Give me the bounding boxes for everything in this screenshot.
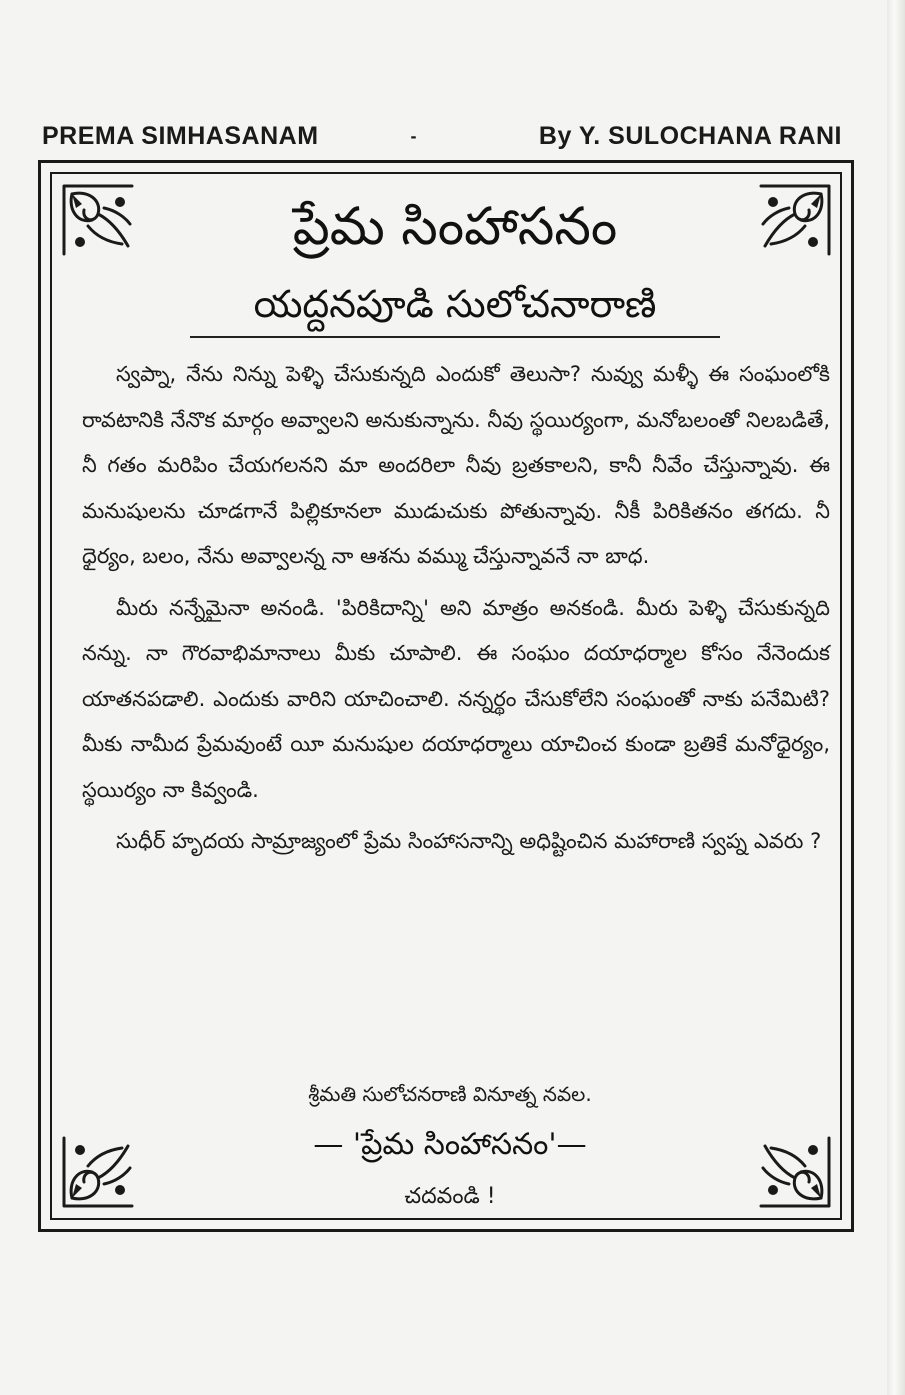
header-separator: - [410, 125, 417, 146]
blurb-paragraph: సుధీర్ హృదయ సామ్రాజ్యంలో ప్రేమ సింహాసనాన్ని అధిష్టించిన మహారాణి స్వప్న ఎవరు ? [116, 829, 822, 853]
page-header [42, 116, 842, 156]
fleur-ornament-icon [755, 180, 835, 260]
fleur-ornament-icon [755, 1132, 835, 1212]
fleur-ornament-icon [58, 180, 138, 260]
blurb-text [82, 352, 830, 871]
header-author: By Y. SULOCHANA RANI [538, 121, 842, 150]
author-underline [190, 336, 720, 338]
page-edge [887, 0, 905, 1395]
novel-author: యద్దనపూడి సులోచనారాణి [253, 282, 657, 326]
novel-title: ప్రేమ సింహాసనం [292, 197, 618, 257]
tagline: శ్రీమతి సులోచనరాణి వినూత్న నవల. [308, 1082, 592, 1106]
blurb-paragraph: స్వప్నా, నేను నిన్ను పెళ్ళి చేసుకున్నది ఎందుకో తెలుసా? నువ్వు మళ్ళీ ఈ సంఘంలోకి రావటానికి నేనొక మార్గం అవ్వాలని అనుకున్నాను. నీవు స్థయిర్యంగా, మనోబలంతో నిలబడితే, నీ గతం మరిపిం చేయగలనని మా అందరిలా నీవు బ్రతకాలని, కానీ నీవేం చేస్తున్నావు. ఈ మనుషులను చూడగానే పిల్లికూనలా ముడుచుకు పోతున్నావు. నీకీ పిరికితనం తగదు. నీ ధైర్యం, బలం, నేను అవ్వాలన్న నా ఆశను వమ్ము చేస్తున్నావనే నా బాధ. [82, 362, 830, 568]
header-book-title: PREMA SIMHASANAM [42, 121, 319, 150]
read-title: — 'ప్రేమ సింహాసనం'— [313, 1127, 587, 1162]
blurb-paragraph: మీరు నన్నేమైనా అనండి. 'పిరికిదాన్ని' అని మాత్రం అనకండి. మీరు పెళ్ళి చేసుకున్నది నన్ను. నా గౌరవాభిమానాలు మీకు చూపాలి. ఈ సంఘం దయాధర్మాల కోసం నేనెందుక యాతనపడాలి. ఎందుకు వారిని యాచించాలి. నన్నర్థం చేసుకోలేని సంఘంతో నాకు పనేమిటి? మీకు నామీద ప్రేమవుంటే యీ మనుషుల దయాధర్మాలు యాచించ కుండా బ్రతికే మనోధైర్యం, స్థయిర్యం నా కివ్వండి. [82, 595, 830, 802]
fleur-ornament-icon [58, 1132, 138, 1212]
read-now: చదవండి ! [404, 1184, 496, 1209]
